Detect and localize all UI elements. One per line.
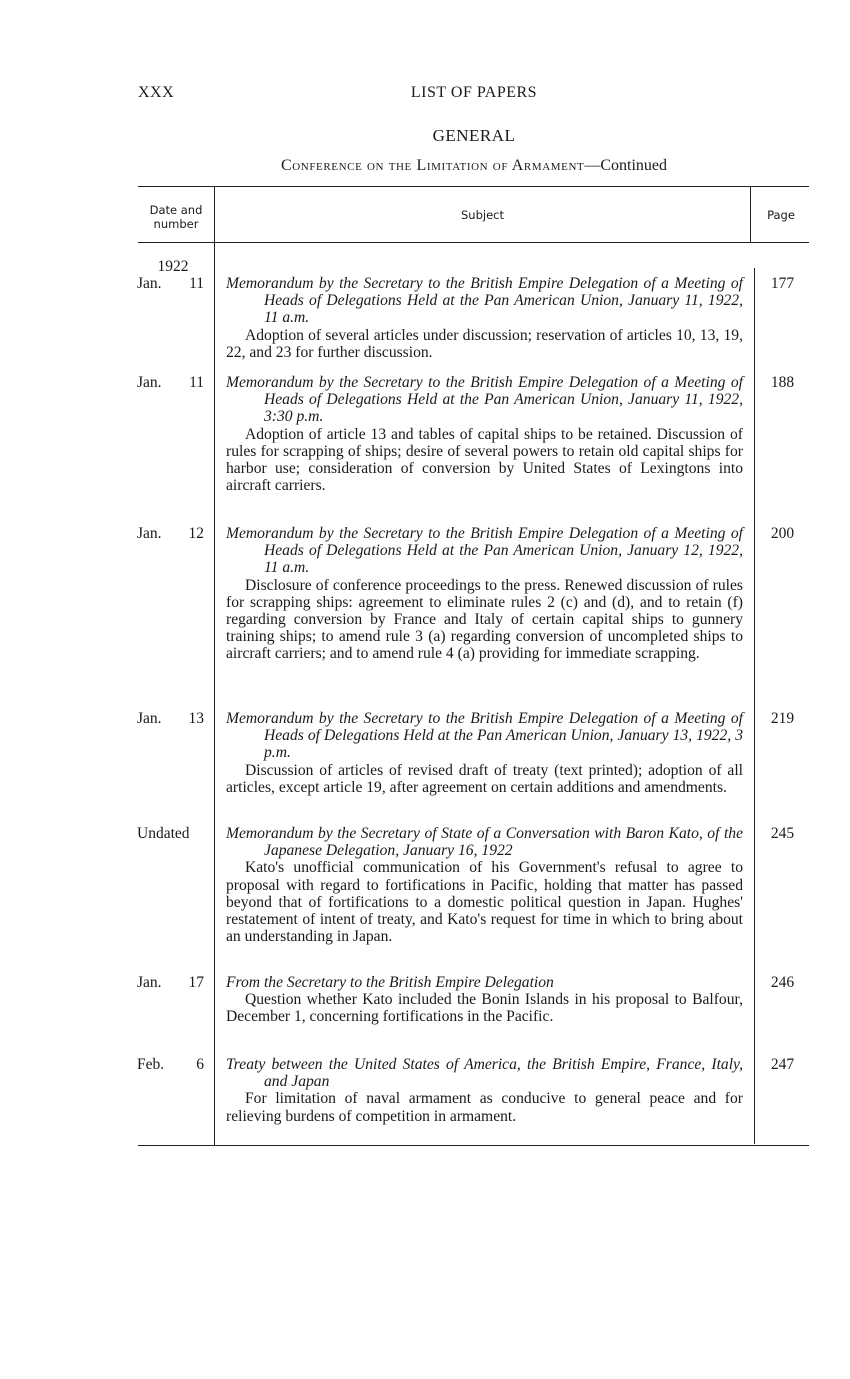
entry-title: From the Secretary to the British Empire Delegation [226,974,554,991]
entry-page: 188 [770,374,795,391]
entry-subject [226,710,743,796]
entry-subject [226,525,743,663]
column-header-date: Date and number [149,203,203,231]
column-header-page: Page [767,208,795,222]
entry-title: Memorandum by the Secretary to the British Empire Delegation of a Meeting of Heads of Delegations Held at the Pan American Union, January 12, 1922, 11 a.m. [226,525,743,577]
entry-page: 245 [770,825,795,842]
section-subtitle-text: Conference on the Limitation of Armament [280,157,585,174]
section-subtitle [138,157,810,175]
column-divider-page [754,268,755,1144]
running-head [138,84,810,106]
entry-month: Jan. [137,710,162,727]
section-title: GENERAL [432,126,516,145]
entry-title: Memorandum by the Secretary to the British Empire Delegation of a Meeting of Heads of Delegations Held at the Pan American Union, January 11, 1922, 3:30 p.m. [226,374,743,426]
entry-subject [226,974,743,1026]
entry-month: Jan. [137,525,162,542]
table-bottom-rule [138,1145,809,1146]
entry-description: Disclosure of conference proceedings to the press. Renewed discussion of rules for scrapping ships: agreement to eliminate rules 2 (c) and (d), and to retain (f) regarding conversion by France and Italy of certain capital ships to gunnery training ships; to amend rule 3 (a) regarding conversion of uncompleted ships to aircraft carriers; and to amend rule 4 (a) providing for immediate scrapping. [226,576,743,663]
table-header-rule [138,242,809,243]
entry-page: 247 [770,1056,795,1073]
entry-description: Discussion of articles of revised draft of treaty (text printed); adoption of all articles, except article 19, after agreement on certain additions and amendments. [226,761,743,796]
entry-title: Memorandum by the Secretary to the British Empire Delegation of a Meeting of Heads of Delegations Held at the Pan American Union, January 11, 1922, 11 a.m. [226,275,743,327]
entry-subject [226,374,743,494]
entry-day: 6 [196,1056,204,1073]
entry-month: Jan. [137,374,162,391]
entry-subject [226,1056,743,1125]
entry-page: 246 [770,974,795,991]
entry-day: 13 [188,710,204,727]
entry-description: For limitation of naval armament as conducive to general peace and for relieving burdens of competition in armament. [226,1090,743,1125]
entry-page: 219 [770,710,795,727]
entry-title: Treaty between the United States of America, the British Empire, France, Italy, and Japan [226,1056,743,1091]
entry-description: Adoption of several articles under discussion; reservation of articles 10, 13, 19, 22, and 23 for further discussion. [226,326,743,361]
entry-month: Undated [137,825,190,842]
entry-month: Feb. [137,1056,165,1073]
running-title: LIST OF PAPERS [410,84,538,101]
section-continued: —Continued [584,157,668,174]
entry-day: 11 [189,374,204,391]
entry-title: Memorandum by the Secretary to the British Empire Delegation of a Meeting of Heads of Delegations Held at the Pan American Union, January 13, 1922, 3 p.m. [226,710,743,762]
column-divider-date [214,187,215,1145]
table-top-rule [138,186,809,187]
entry-description: Adoption of article 13 and tables of capital ships to be retained. Discussion of rules for scrapping of ships; desire of several powers to retain old capital ships for harbor use; consideration of conversion by United States of Lexingtons into aircraft carriers. [226,425,743,495]
entry-subject [226,825,743,945]
entry-day: 17 [188,974,204,991]
entry-title: Memorandum by the Secretary of State of a Conversation with Baron Kato, of the Japanese Delegation, January 16, 1922 [226,825,743,860]
entry-page: 200 [770,525,795,542]
entry-description: Question whether Kato included the Bonin Islands in his proposal to Balfour, December 1, concerning fortifications in the Pacific. [226,991,743,1026]
entry-page: 177 [770,275,795,292]
entry-day: 12 [188,525,204,542]
entry-month: Jan. [137,275,162,292]
page-numeral: XXX [138,84,175,101]
column-header-subject: Subject [461,208,504,222]
entry-subject [226,275,743,361]
year-label: 1922 [157,258,189,275]
entry-month: Jan. [137,974,162,991]
entry-day: 11 [189,275,204,292]
entry-description: Kato's unofficial communication of his Government's refusal to agree to proposal with regard to fortifications in Pacific, holding that matter has passed beyond that of fortifications to a domestic political question in Japan. Hughes' restatement of intent of treaty, and Kato's request for time in which to bring about an understanding in Japan. [226,859,743,946]
